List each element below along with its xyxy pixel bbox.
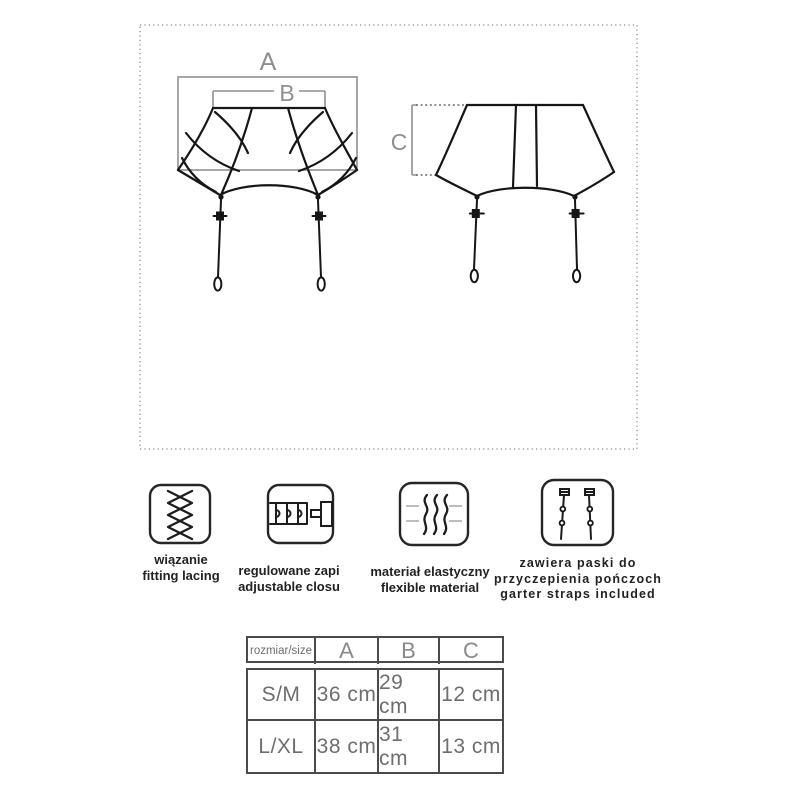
feature-label-line: wiązanie <box>154 552 208 567</box>
feature-label-line: garter straps included <box>500 587 656 601</box>
feature-label-line: przyczepienia pończoch <box>494 571 662 586</box>
size-table-body <box>246 668 504 774</box>
measurement-c-label: C <box>390 129 408 155</box>
header-cell-a: A <box>316 638 379 664</box>
measurement-a-label: A <box>259 48 277 76</box>
garter-belt-back-drawing <box>436 105 614 196</box>
back-view-measurements <box>391 105 466 175</box>
row-lxl-c: 13 cm <box>441 734 501 758</box>
size-table-header <box>246 636 504 663</box>
row-sm-b: 29 cm <box>379 670 440 721</box>
garter-strap <box>313 194 326 290</box>
feature-label-line: zawiera paski do <box>519 556 637 570</box>
header-cell-c: C <box>463 638 479 663</box>
size-table <box>246 636 504 774</box>
panel-seam <box>215 112 248 153</box>
header-cell-size: rozmiar/size <box>248 638 316 664</box>
measurement-c-bracket <box>412 105 417 175</box>
garter-strap <box>470 194 484 282</box>
row-sm-size: S/M <box>248 670 316 721</box>
row-lxl-size: L/XL <box>248 721 316 772</box>
center-back-seam <box>536 105 537 186</box>
feature-label-line: materiał elastyczny <box>370 564 490 579</box>
garter-straps-icon <box>542 480 613 545</box>
feature-label-line: flexible material <box>380 579 480 595</box>
measurement-b-label: B <box>279 80 295 106</box>
feature-label-closure <box>214 563 364 594</box>
lacing-icon <box>150 485 210 543</box>
feature-label-garter-straps <box>483 556 673 603</box>
feature-label-line: fitting lacing <box>142 567 220 583</box>
garter-strap <box>570 194 584 282</box>
panel-seam <box>186 133 239 171</box>
row-sm-a: 36 cm <box>316 670 379 721</box>
garter-strap <box>214 194 227 290</box>
garter-belt-front-drawing <box>178 108 357 195</box>
measurement-b-bracket <box>213 91 325 108</box>
center-back-seam <box>513 105 516 187</box>
dashed-border <box>140 25 637 449</box>
header-cell-b: B <box>379 638 440 664</box>
adjustable-closure-icon <box>268 485 333 543</box>
feature-label-line: regulowane zapi <box>238 563 340 578</box>
elastic-material-icon <box>400 483 468 545</box>
row-lxl-a: 38 cm <box>316 721 379 772</box>
row-sm-c: 12 cm <box>440 670 502 721</box>
feature-label-line: adjustable closu <box>238 578 340 594</box>
row-lxl-b: 31 cm <box>379 721 440 772</box>
